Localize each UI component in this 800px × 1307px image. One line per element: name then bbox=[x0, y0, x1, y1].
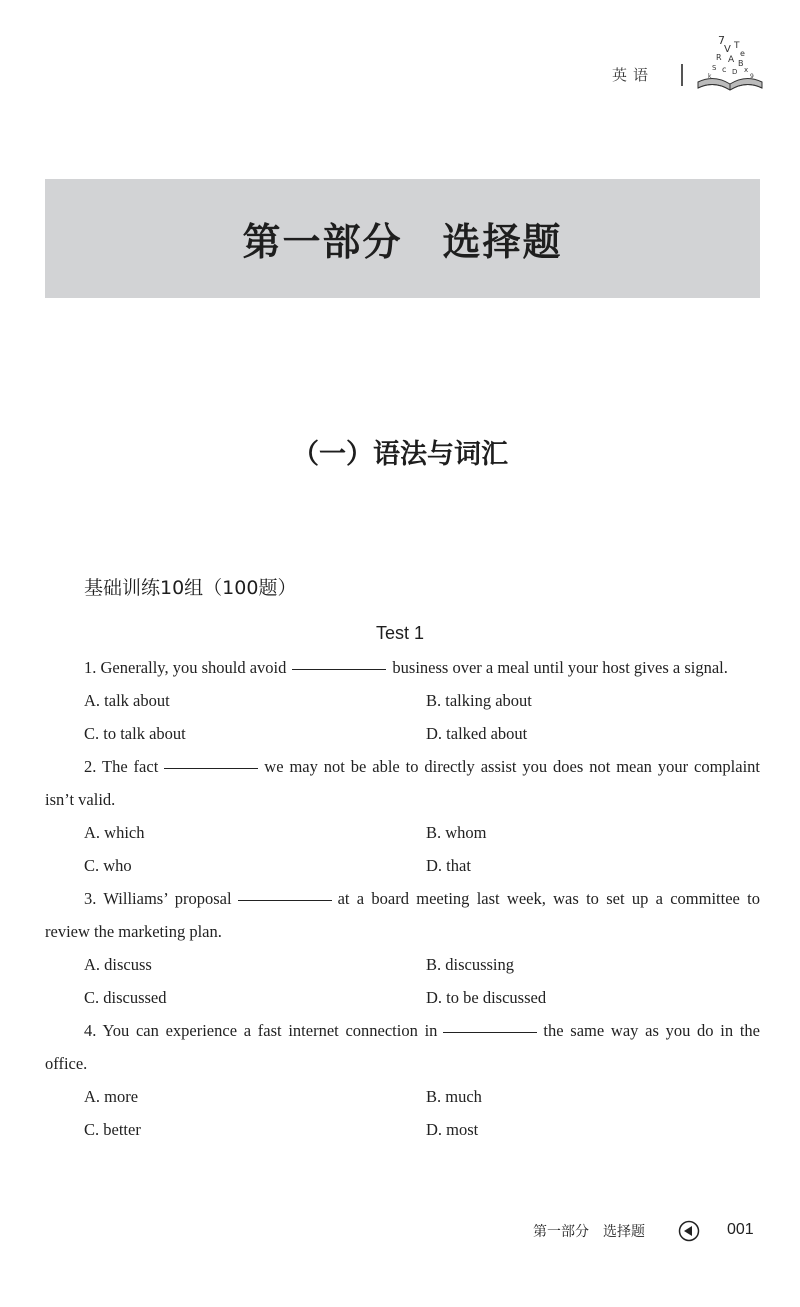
option-d: D. to be discussed bbox=[426, 988, 547, 1007]
part-banner bbox=[45, 179, 760, 298]
header-divider bbox=[681, 64, 683, 86]
book-letters-icon bbox=[694, 30, 766, 98]
option-row bbox=[45, 717, 760, 750]
question-stem bbox=[45, 882, 760, 948]
answer-blank bbox=[292, 668, 386, 670]
option-d: D. that bbox=[426, 856, 471, 875]
question-text-after: business over a meal until your host gives a signal. bbox=[392, 658, 728, 677]
svg-text:V: V bbox=[724, 44, 731, 55]
question-stem bbox=[45, 1014, 760, 1080]
svg-text:D: D bbox=[732, 68, 738, 76]
option-d: D. talked about bbox=[426, 724, 528, 743]
question-stem bbox=[45, 750, 760, 816]
option-c: C. who bbox=[84, 856, 132, 875]
answer-blank bbox=[238, 899, 332, 901]
question-3 bbox=[45, 882, 760, 1014]
option-b: B. whom bbox=[426, 823, 487, 842]
option-row bbox=[45, 1113, 760, 1146]
question-text-before: 1. Generally, you should avoid bbox=[84, 658, 287, 677]
header-subject: 英语 bbox=[612, 66, 655, 84]
svg-text:9: 9 bbox=[750, 73, 754, 80]
svg-text:S: S bbox=[712, 64, 717, 72]
option-d: D. most bbox=[426, 1120, 479, 1139]
question-text-before: 3. Williams’ proposal bbox=[84, 889, 232, 908]
svg-text:A: A bbox=[728, 55, 735, 65]
option-b: B. much bbox=[426, 1087, 482, 1106]
svg-text:k: k bbox=[708, 73, 712, 80]
option-row bbox=[45, 981, 760, 1014]
svg-text:e: e bbox=[740, 49, 745, 58]
subsection-title: 基础训练10组（100题） bbox=[84, 577, 297, 599]
question-text-after: at a board meeting last week, was to set up a committee to review the marketing plan. bbox=[45, 889, 760, 941]
svg-text:B: B bbox=[738, 59, 744, 68]
option-row bbox=[45, 816, 760, 849]
page-number: 001 bbox=[727, 1221, 754, 1238]
option-row bbox=[45, 948, 760, 981]
option-row bbox=[45, 849, 760, 882]
test-title: Test 1 bbox=[375, 623, 425, 643]
option-a: A. talk about bbox=[84, 691, 170, 710]
svg-text:x: x bbox=[744, 66, 749, 74]
left-arrow-circle-icon bbox=[678, 1220, 700, 1242]
question-1 bbox=[45, 651, 760, 750]
option-b: B. talking about bbox=[426, 691, 532, 710]
section-title: （一）语法与词汇 bbox=[292, 439, 508, 470]
question-list bbox=[45, 651, 760, 1146]
question-stem bbox=[45, 651, 760, 684]
question-2 bbox=[45, 750, 760, 882]
option-row bbox=[45, 1080, 760, 1113]
answer-blank bbox=[164, 767, 258, 769]
svg-text:T: T bbox=[734, 41, 740, 51]
svg-text:R: R bbox=[716, 53, 722, 62]
question-text-before: 4. You can experience a fast internet connection in bbox=[84, 1021, 438, 1040]
question-text-after: we may not be able to directly assist you does not mean your complaint isn’t valid. bbox=[45, 757, 760, 809]
question-4 bbox=[45, 1014, 760, 1146]
svg-text:7: 7 bbox=[718, 34, 725, 47]
option-a: A. more bbox=[84, 1087, 139, 1106]
answer-blank bbox=[443, 1031, 537, 1033]
option-c: C. better bbox=[84, 1120, 141, 1139]
part-title: 第一部分 选择题 bbox=[242, 219, 563, 264]
option-row bbox=[45, 684, 760, 717]
question-text-after: the same way as you do in the office. bbox=[45, 1021, 760, 1073]
option-a: A. which bbox=[84, 823, 145, 842]
question-text-before: 2. The fact bbox=[84, 757, 159, 776]
option-c: C. discussed bbox=[84, 988, 167, 1007]
footer-section-label: 第一部分 选择题 bbox=[533, 1224, 645, 1240]
option-c: C. to talk about bbox=[84, 724, 186, 743]
option-a: A. discuss bbox=[84, 955, 152, 974]
svg-text:c: c bbox=[722, 65, 727, 74]
option-b: B. discussing bbox=[426, 955, 515, 974]
